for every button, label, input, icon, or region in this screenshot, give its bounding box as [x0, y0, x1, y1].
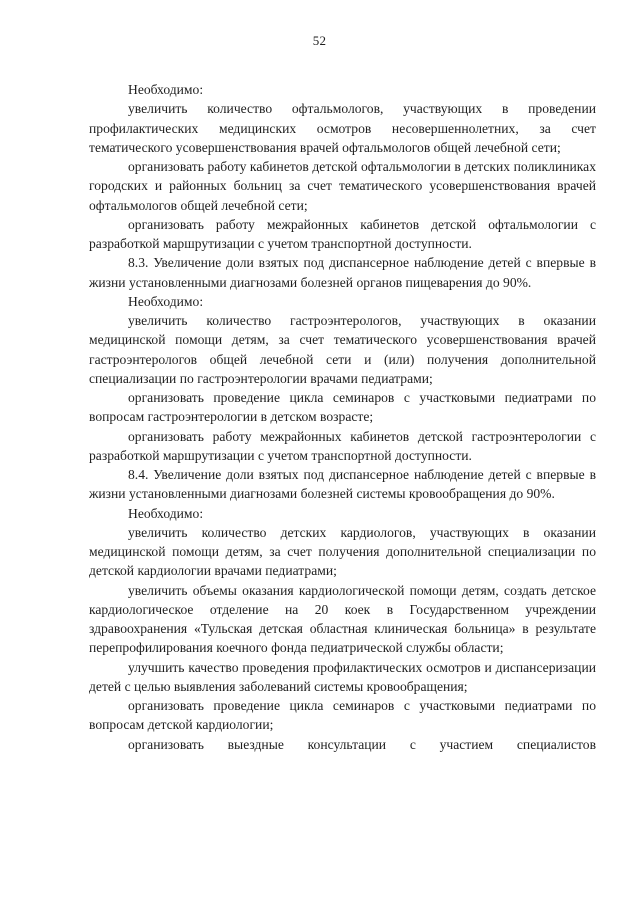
- paragraph: организовать проведение цикла семинаров с участковыми педиатрами по вопросам детской кардиологии;: [89, 698, 596, 733]
- page-number: 52: [312, 33, 327, 48]
- paragraph: улучшить качество проведения профилактических осмотров и диспансеризации детей с целью выявления заболеваний системы кровообращения;: [89, 659, 596, 694]
- paragraph: 8.4. Увеличение доли взятых под диспансерное наблюдение детей с впервые в жизни установленными диагнозами болезней системы кровообращения до 90%.: [89, 467, 596, 502]
- paragraph: увеличить объемы оказания кардиологической помощи детям, создать детское кардиологическое отделение на 20 коек в Государственном учреждении здравоохранения «Тульская детская областная клиническая больница» в результате перепрофилирования коечного фонда педиатрической службы области;: [89, 582, 596, 656]
- paragraph: организовать работу кабинетов детской офтальмологии в детских поликлиниках городских и районных больниц за счет тематического усовершенствования врачей офтальмологов общей лечебной сети;: [89, 159, 596, 213]
- document-body: [89, 80, 596, 754]
- paragraph: Необходимо:: [128, 293, 204, 309]
- paragraph: увеличить количество офтальмологов, участвующих в проведении профилактических медицинских осмотров несовершеннолетних, за счет тематического усовершенствования врачей офтальмологов общей лечебной сети;: [89, 101, 596, 155]
- paragraph: увеличить количество детских кардиологов, участвующих в оказании медицинской помощи детям, за счет получения дополнительной специализации по детской кардиологии врачами педиатрами;: [89, 524, 596, 579]
- paragraph: увеличить количество гастроэнтерологов, участвующих в оказании медицинской помощи детям, за счет тематического усовершенствования врачей гастроэнтерологов общей лечебной сети и (или) получения дополнительной специализации по гастроэнтерологии врачами педиатрами;: [89, 313, 596, 386]
- paragraph: 8.3. Увеличение доли взятых под диспансерное наблюдение детей с впервые в жизни установленными диагнозами болезней органов пищеварения до 90%.: [89, 255, 596, 290]
- paragraph: Необходимо:: [128, 82, 204, 97]
- paragraph: Необходимо:: [128, 505, 204, 521]
- paragraph: организовать проведение цикла семинаров с участковыми педиатрами по вопросам гастроэнтерологии в детском возрасте;: [89, 390, 596, 425]
- paragraph: организовать выездные консультации с участием специалистов: [128, 736, 596, 752]
- paragraph: организовать работу межрайонных кабинетов детской офтальмологии с разработкой маршрутизации с учетом транспортной доступности.: [89, 216, 596, 251]
- paragraph: организовать работу межрайонных кабинетов детской гастроэнтерологии с разработкой маршрутизации с учетом транспортной доступности.: [89, 428, 596, 463]
